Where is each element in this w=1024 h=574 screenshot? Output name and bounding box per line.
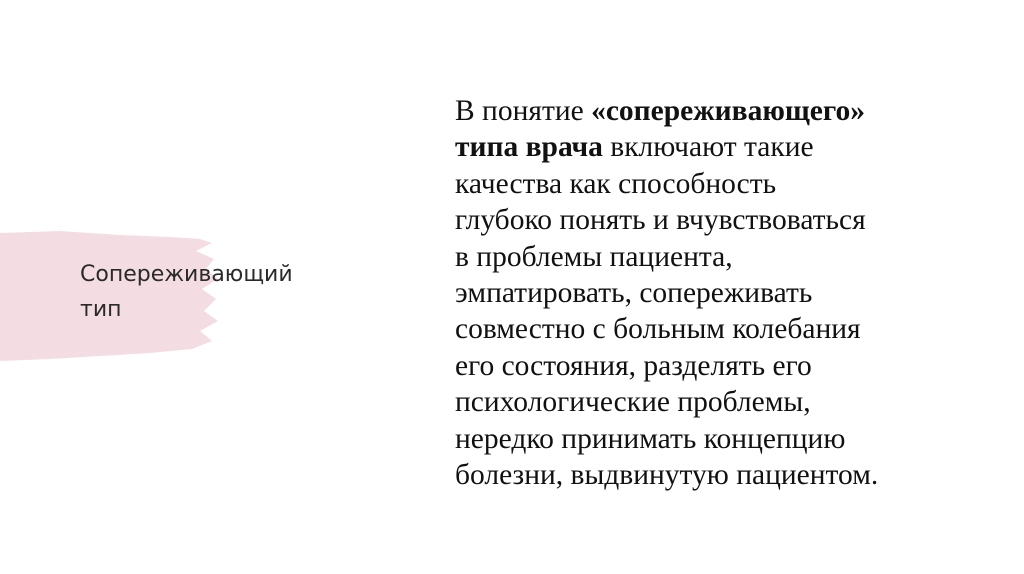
paragraph-line: в проблемы пациента, [455,240,733,273]
paragraph-line [455,129,975,165]
side-title [80,257,400,327]
paragraph-line: совместно с больным колебания [455,313,861,346]
bold-term: «сопереживающего» [591,95,866,127]
definition-paragraph [455,93,975,493]
paragraph-line: психологические проблемы, [455,386,811,419]
side-title-line-2: тип [80,297,122,322]
bold-term: типа врача [455,131,603,164]
paragraph-line: болезни, выдвинутую пациентом. [455,459,879,492]
paragraph-line: его состояния, разделять его [455,349,812,382]
paragraph-line: эмпатировать, сопереживать [455,277,813,310]
text-run: В понятие [455,95,592,127]
paragraph-line [455,93,975,129]
paragraph-line: качества как способность [455,167,777,200]
text-run: включают такие [602,131,814,164]
paragraph-line: нередко принимать концепцию [455,422,846,455]
side-title-line-1: Сопереживающий [80,262,293,287]
paragraph-line: глубоко понять и вчувствоваться [455,204,866,237]
